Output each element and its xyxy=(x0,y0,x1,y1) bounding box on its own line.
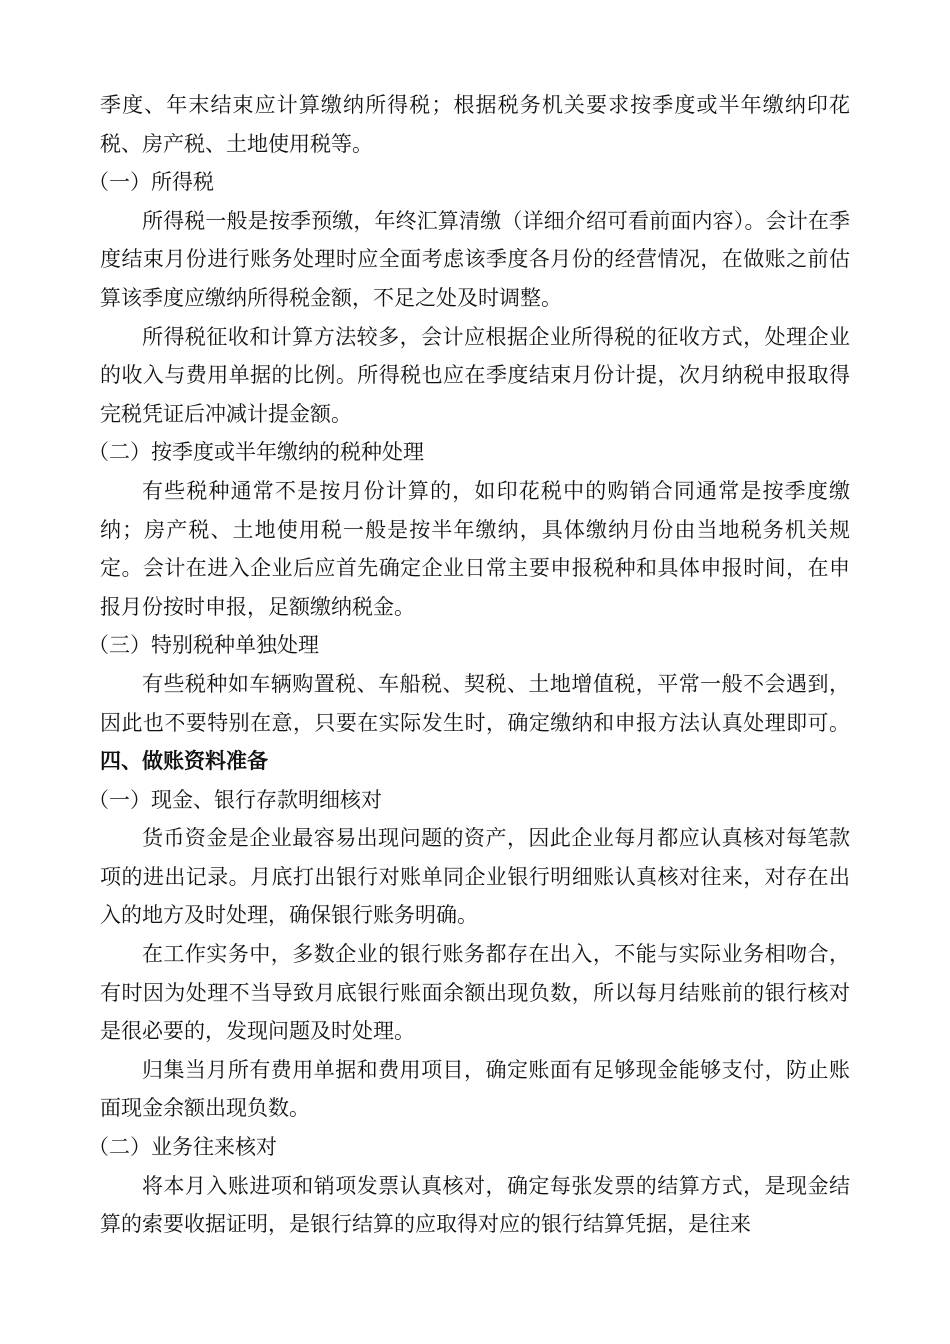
body-paragraph-with-heading xyxy=(100,665,850,781)
paragraph-text: 有些税种如车辆购置税、车船税、契税、土地增值税，平常一般不会遇到，因此也不要特别在意，只要在实际发生时，确定缴纳和申报方法认真处理即可。 xyxy=(100,671,850,735)
section-heading: （三）特别税种单独处理 xyxy=(88,633,319,658)
section-heading: （二）业务往来核对 xyxy=(88,1135,277,1160)
body-paragraph: 所得税一般是按季预缴，年终汇算清缴（详细介绍可看前面内容）。会计在季度结束月份进行账务处理时应全面考虑该季度各月份的经营情况，在做账之前估算该季度应缴纳所得税金额，不足之处及时调整。 xyxy=(100,208,850,310)
body-paragraph: 货币资金是企业最容易出现问题的资产，因此企业每月都应认真核对每笔款项的进出记录。月底打出银行对账单同企业银行明细账认真核对往来，对存在出入的地方及时处理，确保银行账务明确。 xyxy=(100,826,850,928)
body-paragraph: 季度、年末结束应计算缴纳所得税；根据税务机关要求按季度或半年缴纳印花税、房产税、土地使用税等。 xyxy=(100,93,850,156)
body-paragraph: 归集当月所有费用单据和费用项目，确定账面有足够现金能够支付，防止账面现金余额出现负数。 xyxy=(100,1057,850,1121)
section-heading: （二）按季度或半年缴纳的税种处理 xyxy=(88,440,424,465)
chapter-heading: 四、做账资料准备 xyxy=(100,749,268,774)
body-paragraph: 在工作实务中，多数企业的银行账务都存在出入，不能与实际业务相吻合，有时因为处理不当导致月底银行账面余额出现负数，所以每月结账前的银行核对是很必要的，发现问题及时处理。 xyxy=(100,942,850,1044)
body-paragraph: 将本月入账进项和销项发票认真核对，确定每张发票的结算方式，是现金结算的索要收据证明，是银行结算的应取得对应的银行结算凭据，是往来 xyxy=(100,1173,850,1237)
body-paragraph: 有些税种通常不是按月份计算的，如印花税中的购销合同通常是按季度缴纳；房产税、土地使用税一般是按半年缴纳，具体缴纳月份由当地税务机关规定。会计在进入企业后应首先确定企业日常主要申报税种和具体申报时间，在申报月份按时申报，足额缴纳税金。 xyxy=(100,478,850,619)
section-heading: （一）所得税 xyxy=(88,170,214,195)
section-heading: （一）现金、银行存款明细核对 xyxy=(88,787,382,812)
body-paragraph: 所得税征收和计算方法较多，会计应根据企业所得税的征收方式，处理企业的收入与费用单据的比例。所得税也应在季度结束月份计提，次月纳税申报取得完税凭证后冲减计提金额。 xyxy=(100,324,850,426)
